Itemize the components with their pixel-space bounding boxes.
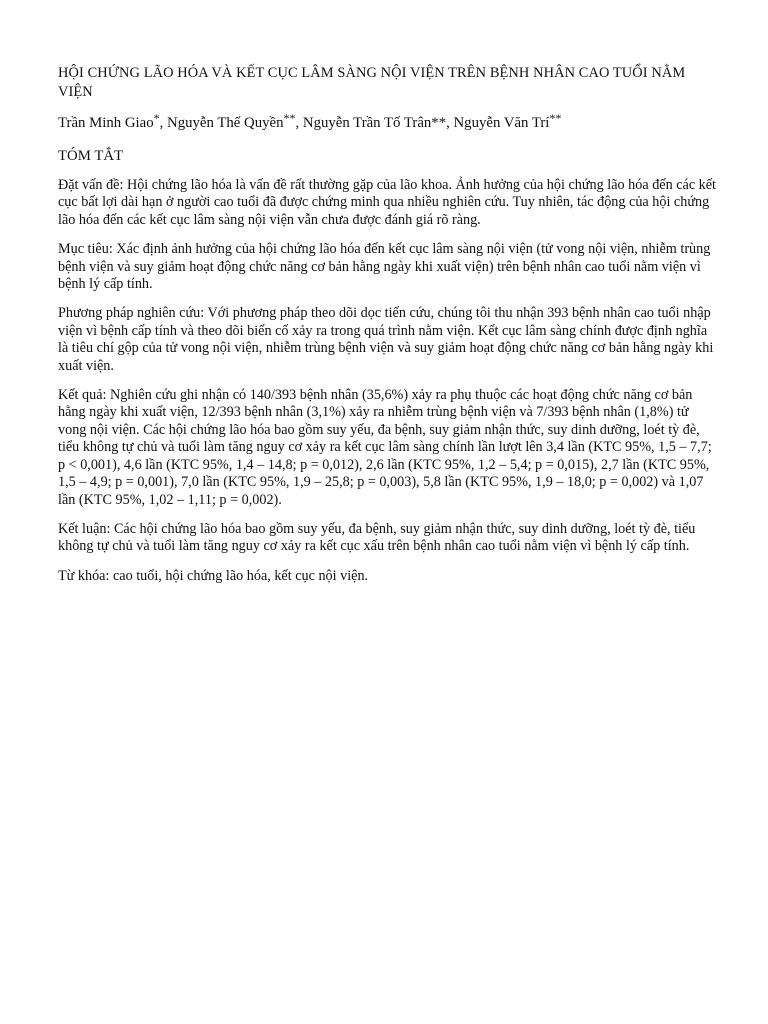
section-text: Hội chứng lão hóa là vấn đề rất thường gặp của lão khoa. Ảnh hưởng của hội chứng lão hóa đến các kết cục bất lợi dài hạn ở người cao tuổi đã được chứng minh qua nhiều nghiên cứu. Tuy nhiên, tác động của hội chứng lão hóa đến các kết cục lâm sàng nội viện vẫn chưa được đánh giá rõ ràng.	[58, 177, 716, 228]
section-text: cao tuổi, hội chứng lão hóa, kết cục nội viện.	[112, 567, 369, 584]
section-label: Kết luận:	[58, 520, 114, 537]
author-separator: ,	[159, 115, 168, 131]
abstract-heading: TÓM TẮT	[58, 148, 124, 164]
abstract-results	[58, 387, 718, 509]
section-label: Đặt vấn đề:	[58, 177, 127, 193]
author-affiliation-mark: **	[283, 111, 296, 125]
section-label: Mục tiêu:	[58, 241, 117, 258]
section-text: Nghiên cứu ghi nhận có 140/393 bệnh nhân (35,6%) xảy ra phụ thuộc các hoạt động chức năng cơ bản hằng ngày khi xuất viện, 12/393 bệnh nhân (3,1%) xảy ra nhiễm trùng bệnh viện và 7/393 bệnh nhân (1,8%) tử vong nội viện. Các hội chứng lão hóa bao gồm suy yếu, đa bệnh, suy giảm nhận thức, suy dinh dưỡng, loét tỳ đè, tiểu không tự chủ và tuổi làm tăng nguy cơ xảy ra kết cục lâm sàng chính lần lượt lên 3,4 lần (KTC 95%, 1,5 – 7,7; p < 0,001), 4,6 lần (KTC 95%, 1,4 – 14,8; p = 0,012), 2,6 lần (KTC 95%, 1,2 – 5,4; p = 0,015), 2,7 lần (KTC 95%, 1,5 – 4,9; p = 0,001), 7,0 lần (KTC 95%, 1,9 – 25,8; p = 0,003), 5,8 lần (KTC 95%, 1,9 – 18,0; p = 0,002) và 1,07 lần (KTC 95%, 1,02 – 1,11; p = 0,002).	[58, 387, 712, 508]
author-affiliation-mark: *	[153, 111, 160, 125]
section-text: Với phương pháp theo dõi dọc tiến cứu, chúng tôi thu nhận 393 bệnh nhân cao tuổi nhập viện vì bệnh cấp tính và theo dõi biến cố xảy ra trong quá trình nằm viện. Kết cục lâm sàng chính được định nghĩa là tiêu chí gộp của tử vong nội viện, nhiễm trùng bệnh viện và suy giảm hoạt động chức năng cơ bản hằng ngày khi xuất viện.	[58, 305, 714, 374]
author-name: Nguyễn Trần Tố Trân**	[302, 115, 447, 131]
author-separator: ,	[295, 115, 303, 131]
paper-page	[58, 64, 718, 597]
author-list	[58, 111, 718, 133]
abstract-keywords	[58, 568, 718, 585]
abstract-background	[58, 177, 718, 229]
author-name: Trần Minh Giao	[58, 115, 154, 131]
abstract-methods	[58, 305, 718, 375]
author-name: Nguyễn Thế Quyền	[167, 115, 284, 131]
author-affiliation-mark: **	[549, 111, 562, 125]
abstract-objective	[58, 241, 718, 293]
author-separator: ,	[446, 115, 454, 131]
section-label: Kết quả:	[58, 387, 111, 404]
author-name: Nguyễn Văn Trí	[453, 115, 550, 131]
abstract-conclusion	[58, 521, 718, 556]
section-text: Các hội chứng lão hóa bao gồm suy yếu, đa bệnh, suy giảm nhận thức, suy dinh dưỡng, loét tỳ đè, tiểu không tự chủ và tuổi làm tăng nguy cơ xảy ra kết cục xấu trên bệnh nhân cao tuổi nằm viện vì bệnh lý cấp tính.	[58, 520, 696, 555]
section-label: Từ khóa:	[58, 567, 113, 584]
section-label: Phương pháp nghiên cứu:	[58, 305, 208, 322]
section-text: Xác định ảnh hưởng của hội chứng lão hóa đến kết cục lâm sàng nội viện (tử vong nội viện, nhiễm trùng bệnh viện và suy giảm hoạt động chức năng cơ bản hằng ngày khi xuất viện) trên bệnh nhân cao tuổi nằm viện vì bệnh lý cấp tính.	[58, 241, 711, 293]
paper-title: HỘI CHỨNG LÃO HÓA VÀ KẾT CỤC LÂM SÀNG NỘI VIỆN TRÊN BỆNH NHÂN CAO TUỔI NẰM VIỆN	[58, 65, 686, 100]
